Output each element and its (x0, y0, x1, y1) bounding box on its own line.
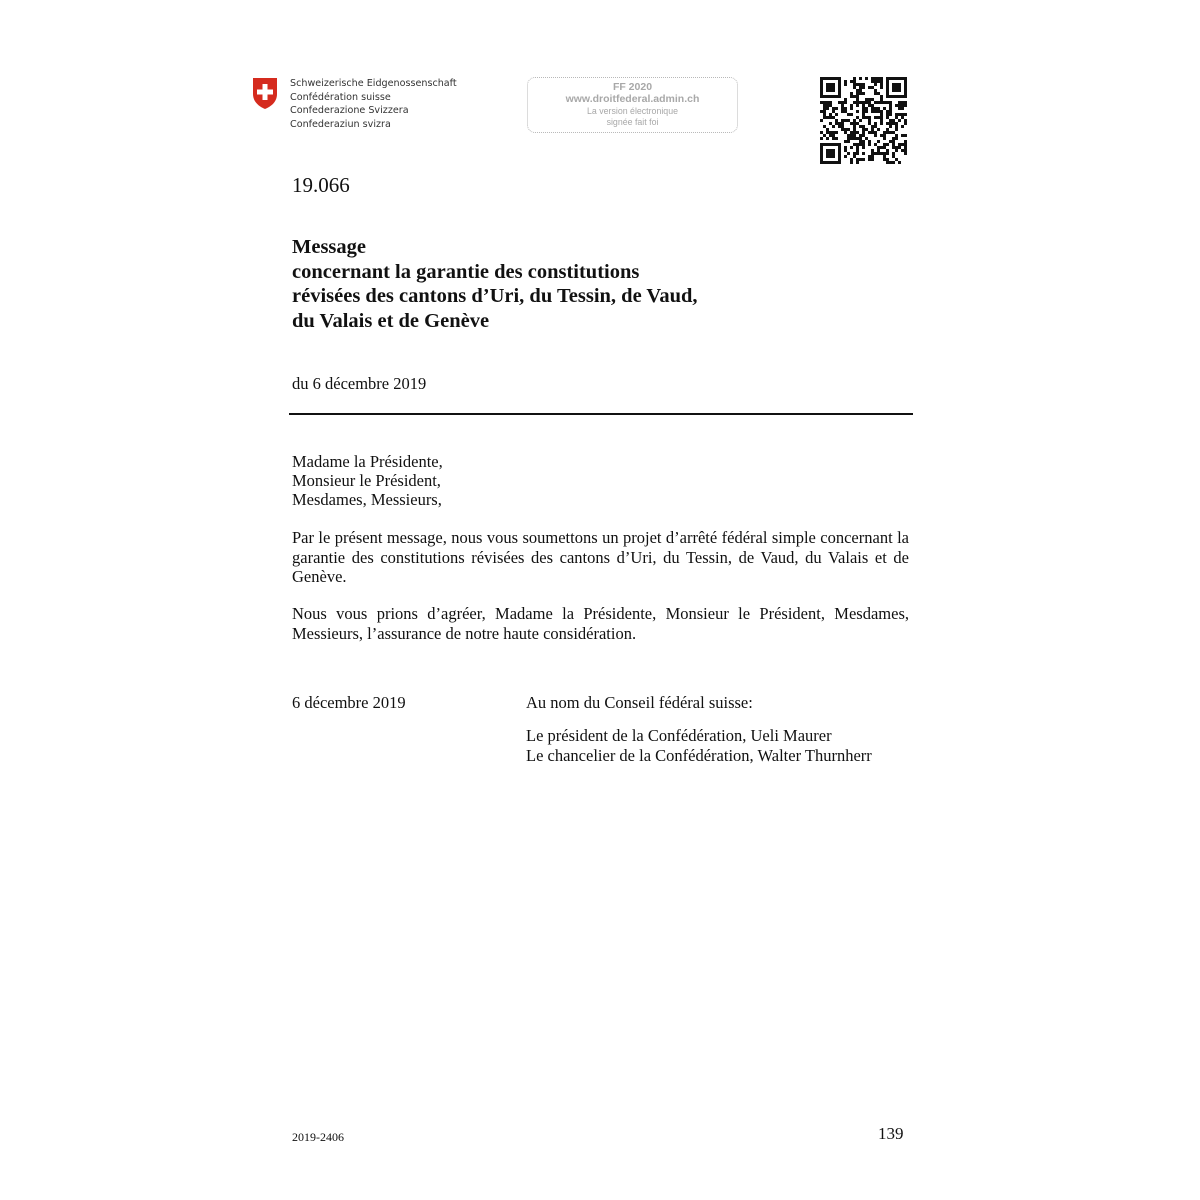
document-date: du 6 décembre 2019 (292, 374, 427, 393)
federal-authority-name (290, 77, 457, 131)
signature-on-behalf: Au nom du Conseil fédéral suisse: (526, 693, 753, 712)
title-line: Message (292, 236, 367, 258)
qr-code-icon (820, 77, 907, 164)
body-paragraph: Par le présent message, nous vous soumettons un projet d’arrêté fédéral simple concernant la garantie des constitutions révisées des cantons d’Uri, du Tessin, de Vaud, du Valais et de Genève. (292, 528, 909, 586)
signatories (526, 726, 872, 766)
stamp-note-1: La version électronique (587, 106, 678, 116)
authority-line-it: Confederazione Svizzera (290, 105, 409, 116)
signatory-president: Le président de la Confédération, Ueli Maurer (526, 726, 832, 745)
footer-document-id: 2019-2406 (292, 1130, 344, 1144)
document-title (292, 235, 698, 333)
salutation (292, 452, 443, 509)
authority-line-de: Schweizerische Eidgenossenschaft (290, 78, 457, 89)
closing-paragraph: Nous vous prions d’agréer, Madame la Présidente, Monsieur le Président, Mesdames, Messieurs, l’assurance de notre haute considération. (292, 604, 909, 643)
swiss-coat-of-arms-icon (252, 77, 278, 110)
title-line: concernant la garantie des constitutions (292, 260, 640, 283)
salutation-line: Madame la Présidente, (292, 452, 443, 471)
salutation-line: Mesdames, Messieurs, (292, 490, 442, 509)
title-line: révisées des cantons d’Uri, du Tessin, de Vaud, (292, 285, 698, 307)
document-number: 19.066 (292, 173, 350, 197)
page-number: 139 (878, 1124, 904, 1143)
horizontal-rule (289, 413, 913, 415)
signatory-chancellor: Le chancelier de la Confédération, Walter Thurnherr (526, 746, 872, 765)
official-version-stamp (527, 77, 738, 133)
title-line: du Valais et de Genève (292, 309, 490, 332)
signature-date: 6 décembre 2019 (292, 693, 406, 712)
authority-line-rm: Confederaziun svizra (290, 118, 391, 130)
stamp-publication: FF 2020 (612, 81, 653, 93)
authority-line-fr: Confédération suisse (290, 91, 391, 103)
stamp-note-2: signée fait foi (606, 116, 659, 127)
stamp-url: www.droitfederal.admin.ch (565, 93, 700, 105)
salutation-line: Monsieur le Président, (292, 471, 441, 490)
